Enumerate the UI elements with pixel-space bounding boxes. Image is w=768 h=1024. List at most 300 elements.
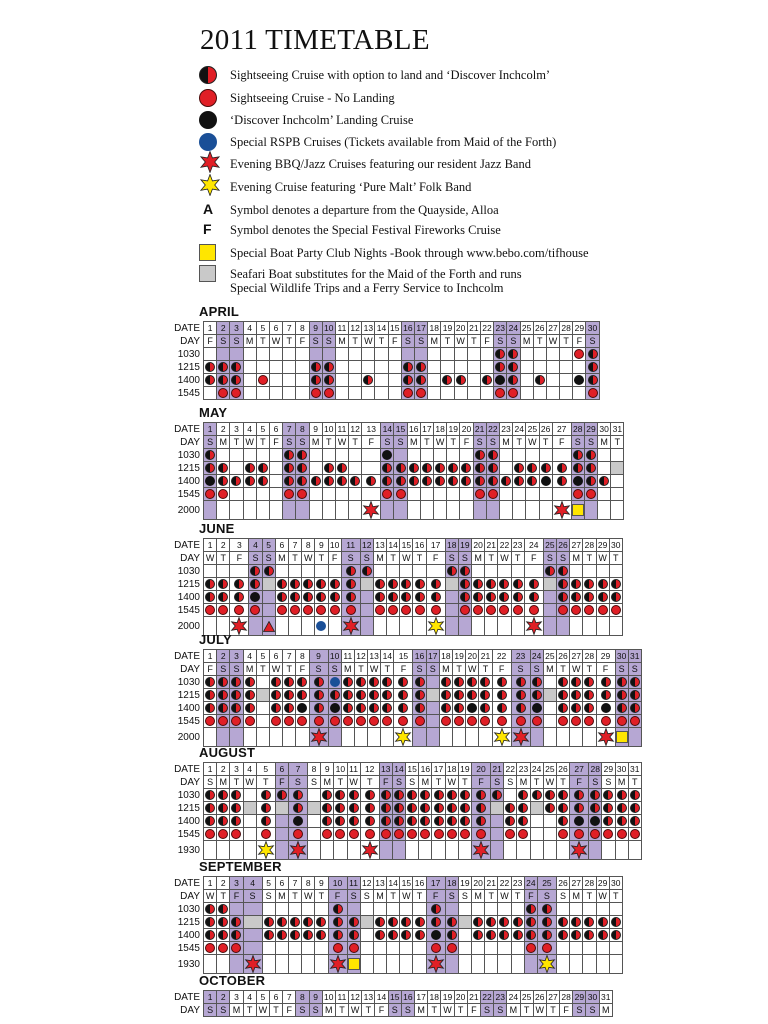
slot-cell [615,789,628,802]
sailing-dot [473,579,483,589]
slot-cell [347,789,360,802]
day-cell: M [217,776,230,789]
sailing-dot [349,917,359,927]
slot-cell [499,462,512,475]
sailing-dot [343,677,353,687]
sailing-dot [617,829,627,839]
sailing-dot [394,803,404,813]
sailing-dot [343,716,353,726]
day-cell: W [335,436,348,449]
slot-cell [543,841,556,860]
slot-cell [315,929,328,942]
sailing-dot [218,790,228,800]
sailing-dot [369,690,379,700]
sailing-dot [518,790,528,800]
slot-cell [570,565,583,578]
slot-cell [341,715,354,728]
day-cell: W [269,335,282,348]
sailing-dot [415,917,425,927]
day-cell: S [230,335,243,348]
slot-cell [485,955,498,974]
slot-cell [441,374,454,387]
sailing-dot [584,690,594,700]
slot-cell [445,591,458,604]
sailing-dot [415,592,425,602]
sailing-dot [261,790,271,800]
slot-cell [335,475,348,488]
day-cell: T [556,663,569,676]
slot-cell [511,689,530,702]
sailing-dot [333,943,343,953]
slot-cell [309,374,322,387]
slot-cell [556,702,569,715]
day-cell: S [589,776,602,789]
date-row [166,991,612,1004]
day-cell: S [571,436,584,449]
sailing-dot [598,930,608,940]
slot-cell [230,604,249,617]
day-cell: F [492,663,511,676]
slot-cell [543,828,556,841]
slot-cell [472,815,491,828]
slot-cell [419,789,432,802]
day-cell: F [596,663,615,676]
slot-cell [615,728,628,747]
slot-cell [615,802,628,815]
yellow-star-icon [199,177,221,191]
slot-cell [511,916,524,929]
slot-cell [458,841,471,860]
slot-cell [307,815,320,828]
sailing-dot [586,476,596,486]
slot-cell [401,374,414,387]
day-cell: M [472,890,485,903]
day-cell: M [517,776,530,789]
sailing-dot [271,690,281,700]
day-cell: W [302,552,315,565]
slot-cell [458,617,471,636]
slot-cell [217,501,230,520]
date-cell: 23 [518,763,529,774]
slot-cell [328,565,341,578]
slot-cell [381,702,394,715]
day-cell: F [204,335,217,348]
slot-cell [479,676,492,689]
slot-cell [485,565,498,578]
slot-cell [362,449,381,462]
slot-cell [504,815,517,828]
slot-cell [498,903,511,916]
date-cell: 1 [204,991,217,1004]
slot-cell [309,728,328,747]
sailing-dot [303,930,313,940]
sailing-dot [514,476,524,486]
slot-cell [204,903,217,916]
day-cell: S [556,552,569,565]
slot-cell [480,348,493,361]
sailing-dot [529,592,539,602]
slot-cell [328,942,347,955]
sailing-dot [218,690,228,700]
slot-cell [373,565,386,578]
slot-cell [466,702,479,715]
slot-cell [381,449,394,462]
sailing-dot [513,930,523,940]
slot-cell [434,501,447,520]
date-cell: 14 [394,763,404,774]
day-cell: T [413,890,426,903]
date-cell: 16 [414,539,425,550]
slot-cell [269,676,282,689]
slot-cell [539,449,552,462]
month-grid-april [166,321,612,400]
slot-cell [217,348,230,361]
sailing-dot [611,579,621,589]
slot-cell [347,903,360,916]
slot-cell [379,802,392,815]
sailing-dot [558,816,568,826]
slot-cell [583,903,596,916]
slot-cell [354,689,367,702]
day-cell: T [288,552,301,565]
slot-cell [347,916,360,929]
date-cell: 6 [275,763,288,776]
slot-cell [375,348,388,361]
sailing-dot [495,349,505,359]
time-label: 1400 [177,929,200,941]
sailing-dot [314,677,324,687]
date-cell: 26 [558,763,568,774]
slot-cell [401,361,414,374]
slot-cell [262,578,275,591]
day-cell: T [485,552,498,565]
sailing-dot [571,703,581,713]
sailing-dot [558,677,568,687]
slot-cell [256,728,269,747]
slot-cell [296,488,309,501]
sailing-dot [532,690,542,700]
sailing-dot [218,463,228,473]
sailing-dot [542,904,552,914]
day-cell: M [507,1004,520,1017]
date-cell: 3 [230,539,249,552]
date-cell: 18 [446,763,457,774]
day-cell: W [400,552,413,565]
jazz-star-icon [342,620,360,630]
slot-cell [583,728,596,747]
slot-cell [584,501,597,520]
date-cell: 15 [401,539,412,550]
date-cell: 29 [597,539,608,550]
day-cell: S [262,890,275,903]
sailing-dot [476,803,486,813]
slot-cell [321,828,334,841]
time-label: 1400 [177,815,200,827]
sailing-dot [258,375,268,385]
slot-cell [217,591,230,604]
day-cell: T [479,663,492,676]
day-cell: M [499,436,512,449]
slot-cell [400,942,413,955]
slot-cell [379,815,392,828]
slot-cell [428,361,441,374]
sailing-dot [349,943,359,953]
day-cell: S [230,663,243,676]
date-cell: 3 [230,763,243,776]
slot-cell [373,591,386,604]
slot-cell [615,689,628,702]
sailing-dot [297,450,307,460]
slot-cell [454,361,467,374]
sailing-dot [557,476,567,486]
date-cell: 16 [403,991,413,1002]
slot-cell [520,387,533,400]
slot-cell [407,462,420,475]
slot-cell [533,387,546,400]
sailing-dot [532,703,542,713]
sailing-dot [258,476,268,486]
slot-cell [602,802,615,815]
sailing-dot [431,592,441,602]
slot-cell [217,841,230,860]
day-row [166,890,636,903]
slot-cell [204,802,217,815]
sailing-dot [571,605,581,615]
day-row [166,1004,612,1017]
sailing-dot [264,930,274,940]
date-cell: 24 [524,539,543,552]
sailing-dot [415,579,425,589]
jazz-star-icon [230,620,248,630]
sailing-dot [409,476,419,486]
slot-cell [428,348,441,361]
slot-cell [360,815,379,828]
slot-cell [426,916,445,929]
slot-cell [296,374,309,387]
sailing-dot [349,790,359,800]
sailing-dot [508,375,518,385]
slot-cell [243,728,256,747]
time-row [166,591,636,604]
month-grid-october [166,990,613,1017]
slot-cell [415,348,428,361]
time-label: 1030 [177,903,200,915]
slot-cell [602,815,615,828]
date-cell: 19 [460,763,470,774]
slot-cell [570,617,583,636]
sailing-dot [535,375,545,385]
slot-cell [543,702,556,715]
sailing-dot [475,463,485,473]
sailing-dot [218,803,228,813]
slot-cell [296,676,309,689]
slot-cell [349,475,362,488]
slot-cell [394,462,407,475]
date-cell: 17 [422,423,432,434]
slot-cell [454,348,467,361]
date-cell: 7 [283,991,296,1004]
slot-cell [335,374,348,387]
triangle-icon [263,620,275,630]
slot-cell [283,501,296,520]
date-cell: 29 [603,763,614,774]
sailing-dot [407,803,417,813]
slot-cell [473,488,486,501]
sailing-dot [460,605,470,615]
slot-cell [530,841,543,860]
day-cell: F [480,335,493,348]
day-cell: T [256,663,269,676]
slot-cell [243,789,256,802]
slot-cell [453,689,466,702]
slot-cell [302,578,315,591]
date-cell: 3 [230,322,243,335]
date-cell: 27 [552,423,571,436]
slot-cell [381,676,394,689]
slot-cell [526,488,539,501]
slot-cell [486,488,499,501]
sailing-dot [231,943,241,953]
date-cell: 14 [376,322,387,333]
sailing-dot [584,579,594,589]
sailing-dot [601,703,611,713]
slot-cell [387,942,400,955]
day-cell: T [354,663,367,676]
date-cell: 31 [630,650,640,661]
day-cell: S [537,890,556,903]
slot-cell [322,374,335,387]
slot-cell [556,728,569,747]
day-cell: M [428,335,441,348]
day-cell: S [249,552,262,565]
slot-cell [335,501,348,520]
date-cell: 20 [467,650,478,661]
slot-cell [498,578,511,591]
slot-cell [288,578,301,591]
sailing-dot [382,677,392,687]
slot-cell [583,955,596,974]
slot-cell [611,449,624,462]
date-cell: 24 [514,423,524,434]
date-cell: 14 [382,423,393,434]
sailing-dot [518,829,528,839]
slot-cell [309,488,322,501]
slot-cell [275,802,288,815]
day-cell: W [347,776,360,789]
time-label: 1215 [177,462,200,474]
blue-circle-icon [199,133,217,151]
slot-cell [589,841,602,860]
slot-cell [256,789,275,802]
sailing-dot [297,703,307,713]
slot-cell [420,462,433,475]
day-cell: S [204,436,217,449]
slot-cell [256,374,269,387]
slot-cell [400,578,413,591]
slot-cell [494,387,507,400]
folk-star-icon [257,844,275,854]
slot-cell [309,475,322,488]
slot-cell [341,565,360,578]
slot-cell [586,361,599,374]
time-row [166,374,612,387]
slot-cell [322,475,335,488]
slot-cell [556,955,569,974]
slot-cell [309,462,322,475]
sailing-dot [297,690,307,700]
sailing-dot [250,579,260,589]
time-label: 1215 [177,578,200,590]
sailing-dot [264,566,274,576]
slot-cell [328,728,341,747]
time-row [166,617,636,636]
sailing-dot [486,592,496,602]
date-cell: 28 [590,763,600,774]
date-cell: 8 [296,322,309,335]
date-cell: 5 [256,763,275,776]
slot-cell [583,578,596,591]
sailing-dot [557,463,567,473]
slot-cell [524,929,537,942]
time-row [166,462,624,475]
slot-cell [552,488,571,501]
date-label: DATE [174,539,200,551]
date-label: DATE [174,877,200,889]
slot-cell [362,462,381,475]
day-cell: T [485,890,498,903]
slot-cell [243,916,262,929]
date-cell: 10 [324,423,334,434]
slot-cell [596,676,615,689]
slot-cell [362,501,381,520]
slot-cell [458,789,471,802]
slot-cell [537,916,556,929]
date-cell: 12 [362,877,372,888]
date-cell: 21 [486,539,497,550]
sailing-dot [630,690,640,700]
slot-cell [309,387,322,400]
slot-cell [217,815,230,828]
slot-cell [243,488,256,501]
sailing-dot [258,463,268,473]
slot-cell [283,715,296,728]
sailing-dot [382,716,392,726]
slot-cell [243,689,256,702]
date-cell: 27 [571,650,581,661]
sailing-dot [335,829,345,839]
slot-cell [524,565,543,578]
sailing-dot [460,803,470,813]
day-cell: F [296,663,309,676]
slot-cell [445,955,458,974]
slot-cell [315,604,328,617]
date-cell: 25 [527,423,538,434]
club-night-icon [572,504,584,516]
date-cell: 31 [600,991,611,1002]
slot-cell [511,702,530,715]
slot-cell [334,828,347,841]
slot-cell [466,689,479,702]
date-cell: 4 [243,322,256,335]
slot-cell [256,828,275,841]
day-cell: T [447,436,460,449]
slot-cell [204,942,217,955]
sailing-dot [475,450,485,460]
sailing-dot [303,917,313,927]
day-cell: T [609,890,622,903]
slot-cell [309,702,328,715]
slot-cell [309,348,322,361]
